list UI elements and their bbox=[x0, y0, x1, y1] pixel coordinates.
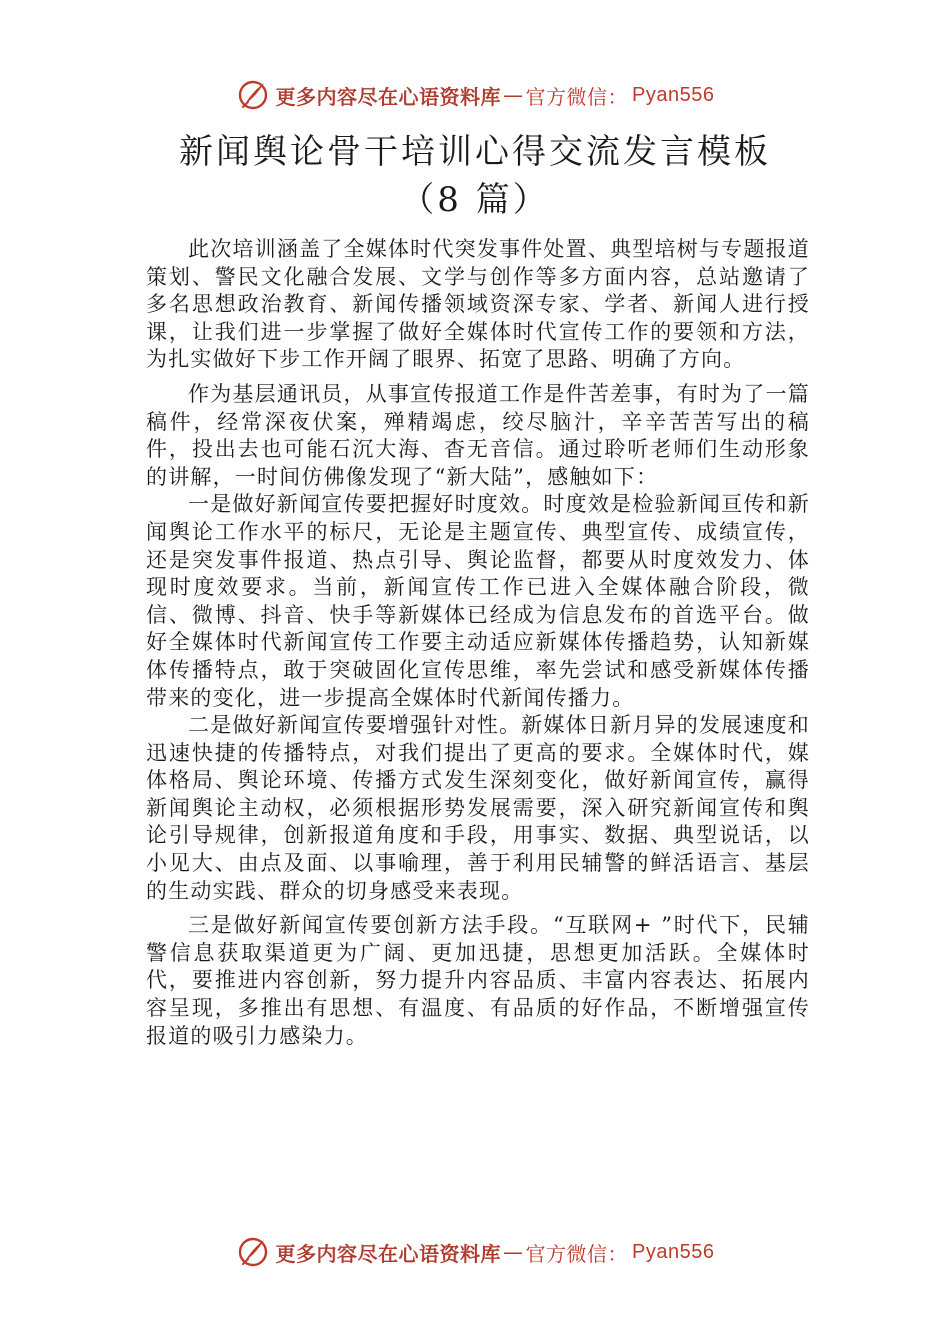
banner-separator: — bbox=[503, 1240, 524, 1264]
document-title bbox=[0, 128, 950, 224]
paragraph-point-3: 三是做好新闻宣传要创新方法手段。“互联网+ ”时代下，民辅警信息获取渠道更为广阔、更加迅捷，思想更加活跃。全媒体时代，要推进内容创新，努力提升内容品质、丰富内容表达、拓展内容呈现，多推出有思想、有温度、有品质的好作品，不断增强宣传报道的吸引力感染力。 bbox=[146, 913, 810, 1048]
title-line-2: （8 篇） bbox=[400, 180, 550, 220]
wechat-label: 官方微信： bbox=[525, 84, 629, 109]
paragraph-feelings: 作为基层通讯员，从事宣传报道工作是件苦差事，有时为了一篇稿件，经常深夜伏案，殚精竭虑，绞尽脑汁，辛辛苦苦写出的稿件，投出去也可能石沉大海、杳无音信。通过聆听老师们生动形象的讲解，一时间仿佛像发现了“新大陆”，感触如下： bbox=[146, 381, 810, 489]
title-line-1: 新闻舆论骨干培训心得交流发言模板 bbox=[179, 132, 771, 172]
site-name: 更多内容尽在心语资料库 bbox=[275, 84, 502, 109]
wechat-id: Pyan556 bbox=[632, 83, 715, 106]
wechat-label: 官方微信： bbox=[525, 1241, 629, 1266]
paragraph-point-2: 二是做好新闻宣传要增强针对性。新媒体日新月异的发展速度和迅速快捷的传播特点，对我们提出了更高的要求。全媒体时代，媒体格局、舆论环境、传播方式发生深刻变化，做好新闻宣传，赢得新闻舆论主动权，必须根据形势发展需要，深入研究新闻宣传和舆论引导规律，创新报道角度和手段，用事实、数据、典型说话，以小见大、由点及面、以事喻理，善于利用民辅警的鲜活语言、基层的生动实践、群众的切身感受来表现。 bbox=[146, 713, 810, 903]
document-body bbox=[146, 236, 810, 1050]
header-banner bbox=[0, 75, 950, 115]
wechat-id: Pyan556 bbox=[632, 1240, 715, 1263]
paragraph-intro: 此次培训涵盖了全媒体时代突发事件处置、典型培树与专题报道策划、警民文化融合发展、文学与创作等多方面内容，总站邀请了多名思想政治教育、新闻传播领域资深专家、学者、新闻人进行授课，让我们进一步掌握了做好全媒体时代宣传工作的要领和方法，为扎实做好下步工作开阔了眼界、拓宽了思路、明确了方向。 bbox=[146, 237, 810, 372]
feather-circle-logo-icon bbox=[236, 1235, 270, 1269]
banner-separator: — bbox=[503, 83, 524, 107]
paragraph-point-1: 一是做好新闻宣传要把握好时度效。时度效是检验新闻亘传和新闻舆论工作水平的标尺，无论是主题宣传、典型宣传、成绩宣传，还是突发事件报道、热点引导、舆论监督，都要从时度效发力、体现时度效要求。当前，新闻宣传工作已进入全媒体融合阶段，微信、微博、抖音、快手等新媒体已经成为信息发布的首选平台。做好全媒体时代新闻宣传工作要主动适应新媒体传播趋势，认知新媒体传播特点，敢于突破固化宣传思维，率先尝试和感受新媒体传播带来的变化，进一步提高全媒体时代新闻传播力。 bbox=[146, 492, 810, 710]
feather-circle-logo-icon bbox=[236, 78, 270, 112]
site-name: 更多内容尽在心语资料库 bbox=[275, 1241, 502, 1266]
footer-banner bbox=[0, 1232, 950, 1272]
